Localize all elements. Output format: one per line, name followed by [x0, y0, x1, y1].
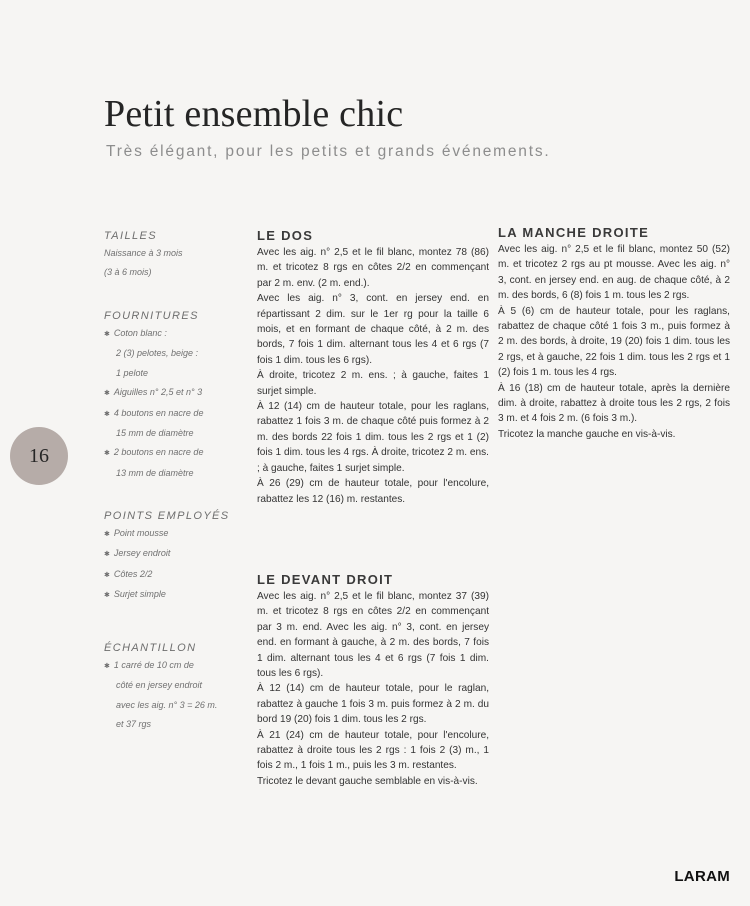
- sidebar-section-points: [104, 510, 254, 606]
- paragraph: Tricotez la manche gauche en vis-à-vis.: [498, 428, 676, 440]
- page-title: Petit ensemble chic: [104, 93, 404, 135]
- section-devant-droit: [257, 571, 489, 789]
- sidebar-item: ✱ Coton blanc :: [104, 324, 254, 344]
- sidebar-heading: POINTS EMPLOYÉS: [104, 510, 230, 522]
- page-number: 16: [29, 444, 49, 467]
- sidebar-item: 2 (3) pelotes, beige :: [116, 348, 199, 359]
- brand-logo: LARAM: [674, 868, 730, 885]
- sidebar-item: ✱ Côtes 2/2: [104, 565, 254, 585]
- paragraph: À 21 (24) cm de hauteur totale, pour l'encolure, rabattez à droite tous les 2 rgs : 1 fois 2 (3) m., 1 fois 2 m., 1 fois 1 m., puis les 3 m. restantes.: [257, 729, 489, 772]
- page-subtitle: Très élégant, pour les petits et grands événements.: [106, 143, 551, 160]
- sidebar-item: ✱ 1 carré de 10 cm de: [104, 656, 254, 676]
- sidebar-heading: TAILLES: [104, 230, 158, 242]
- paragraph: À 26 (29) cm de hauteur totale, pour l'encolure, rabattez les 12 (16) m. restantes.: [257, 478, 489, 505]
- sidebar-item: 13 mm de diamètre: [116, 467, 194, 478]
- sidebar-items: [104, 244, 254, 283]
- paragraph: Avec les aig. n° 2,5 et le fil blanc, montez 37 (39) m. et tricotez 8 rgs en côtes 2/2 en commençant par 3 m. end. Avec les aig. n° 3, cont. en jersey end. en formant à gauche, à 2 m. des bords, 7 fois 1 dim. alternant tous les 4 et 6 rgs (7 fois 1 dim. tous les 6 rgs).: [257, 591, 489, 680]
- section-heading: LA MANCHE DROITE: [498, 225, 650, 240]
- section-body: [257, 589, 489, 789]
- sidebar-item: ✱ Aiguilles n° 2,5 et n° 3: [104, 383, 254, 403]
- paragraph: Avec les aig. n° 2,5 et le fil blanc, montez 78 (86) m. et tricotez 8 rgs en côtes 2/2 en commençant par 2 m. env. (2 m. end.).: [257, 247, 489, 289]
- sidebar-item: Naissance à 3 mois: [104, 248, 183, 258]
- sidebar-heading: ÉCHANTILLON: [104, 642, 197, 654]
- sidebar-item: avec les aig. n° 3 = 26 m.: [116, 699, 218, 710]
- section-dos: [257, 227, 489, 507]
- section-manche-droite: [498, 224, 730, 442]
- paragraph: Avec les aig. n° 2,5 et le fil blanc, montez 50 (52) m. et tricotez 2 rgs au pt mousse. Avec les aig. n° 3, cont. en jersey end. en aug. de chaque côté, à 2 m. des bords, 6 (8) fois 1 m. tous les 2 rgs.: [498, 244, 730, 302]
- section-body: [498, 242, 730, 442]
- sidebar-section-tailles: [104, 230, 254, 283]
- section-heading: LE DEVANT DROIT: [257, 572, 394, 587]
- paragraph: À 5 (6) cm de hauteur totale, pour les raglans, rabattez de chaque côté 1 fois 3 m., puis formez à 2 m. des bords, à droite, 19 (20) fois 1 dim. tous les 2 rgs, et à gauche, 22 fois 1 dim. tous les 2 rgs et 1 (2) fois 1 m. tous les 4 rgs.: [498, 305, 730, 379]
- section-heading: LE DOS: [257, 228, 314, 243]
- sidebar-item: ✱ 2 boutons en nacre de: [104, 443, 254, 463]
- paragraph: Tricotez le devant gauche semblable en vis-à-vis.: [257, 775, 478, 787]
- sidebar-item: ✱ Jersey endroit: [104, 544, 254, 564]
- sidebar-item: ✱ Point mousse: [104, 524, 254, 544]
- sidebar-item: ✱ Surjet simple: [104, 585, 254, 605]
- sidebar-item: côté en jersey endroit: [116, 680, 203, 691]
- sidebar-item: (3 à 6 mois): [104, 267, 152, 278]
- sidebar-item: et 37 rgs: [116, 719, 152, 730]
- sidebar-item: 15 mm de diamètre: [116, 428, 194, 439]
- sidebar-heading: FOURNITURES: [104, 310, 199, 322]
- sidebar-items: [104, 656, 254, 735]
- sidebar-items: [104, 324, 254, 483]
- paragraph: À 12 (14) cm de hauteur totale, pour le raglan, rabattez à gauche 1 fois 3 m. puis formez à 2 m. du bord 19 (20) fois 1 dim. tous les 2 rgs.: [257, 683, 489, 726]
- sidebar-section-fournitures: [104, 310, 254, 483]
- sidebar-item: 1 pelote: [116, 367, 149, 378]
- sidebar-item: ✱ 4 boutons en nacre de: [104, 404, 254, 424]
- paragraph: À 12 (14) cm de hauteur totale, pour les raglans, rabattez 1 fois 3 m. de chaque côté puis formez à 2 m. des bords 22 fois 1 dim. tous les 2 rgs et 1 (2) fois 1 dim. tous les 4 rgs. À droite, tricotez 2 m. ens. ; à gauche, faites 1 surjet simple.: [257, 401, 489, 474]
- sidebar-section-echantillon: [104, 642, 254, 735]
- paragraph: À 16 (18) cm de hauteur totale, après la dernière dim. à droite, rabattez à droite tous les 2 rgs, 2 fois 3 m. et 4 fois 2 m. (6 fois 3 m.).: [498, 382, 730, 425]
- paragraph: À droite, tricotez 2 m. ens. ; à gauche, faites 1 surjet simple.: [257, 370, 489, 397]
- section-body: [257, 245, 489, 507]
- paragraph: Avec les aig. n° 3, cont. en jersey end. en répartissant 2 dim. sur le 1er rg pour la taille 6 mois, et en formant de chaque côté, à 2 m. des bords, 7 fois 1 dim. alternant tous les 4 et 6 rgs (7 fois 1 dim. tous les 6 rgs).: [257, 293, 489, 366]
- page-number-badge: [10, 427, 68, 485]
- sidebar-items: [104, 524, 254, 606]
